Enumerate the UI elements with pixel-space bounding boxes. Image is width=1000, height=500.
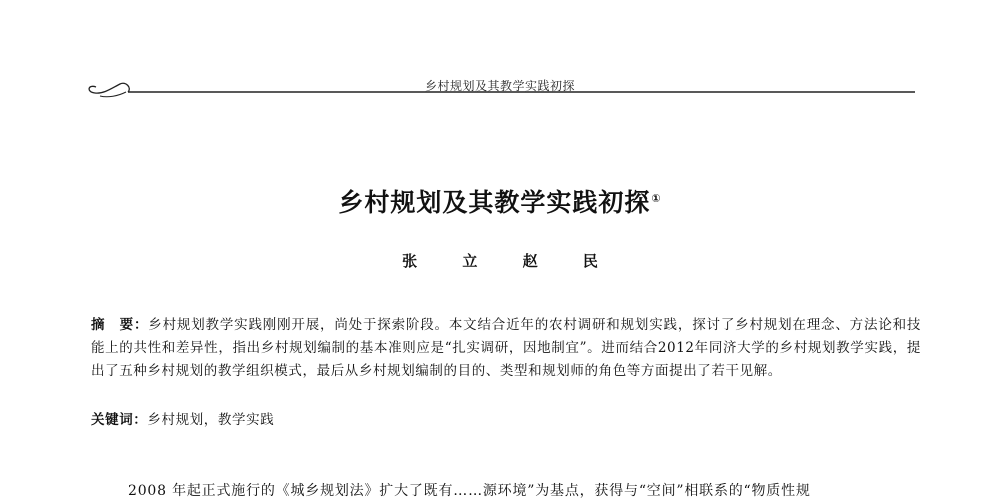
author-name: 张 立 bbox=[402, 252, 498, 270]
author-list bbox=[0, 250, 1000, 271]
abstract bbox=[91, 314, 921, 383]
keywords-label: 关键词： bbox=[91, 412, 148, 428]
title-footnote-mark: ① bbox=[651, 191, 662, 205]
author-name: 赵 民 bbox=[522, 252, 618, 270]
keywords-text: 乡村规划，教学实践 bbox=[147, 412, 275, 428]
abstract-text: 乡村规划教学实践刚刚开展，尚处于探索阶段。本文结合近年的农村调研和规划实践，探讨了乡村规划在理念、方法论和技能上的共性和差异性，指出乡村规划编制的基本准则应是“扎实调研，因地制宜”。进而结合2012年同济大学的乡村规划教学实践，提出了五种乡村规划的教学组织模式，最后从乡村规划编制的目的、类型和规划师的角色等方面提出了若干见解。 bbox=[91, 317, 921, 379]
article-title bbox=[0, 183, 1000, 219]
abstract-label: 摘 要： bbox=[91, 317, 149, 333]
article-title-text: 乡村规划及其教学实践初探 bbox=[338, 188, 651, 217]
keywords bbox=[91, 409, 921, 432]
body-text-line: 2008 年起正式施行的《城乡规划法》扩大了既有……源环境”为基点，获得与“空间”相联系的“物质性规 bbox=[128, 483, 811, 499]
running-header-title: 乡村规划及其教学实践初探 bbox=[424, 79, 575, 93]
running-header bbox=[0, 0, 1000, 110]
